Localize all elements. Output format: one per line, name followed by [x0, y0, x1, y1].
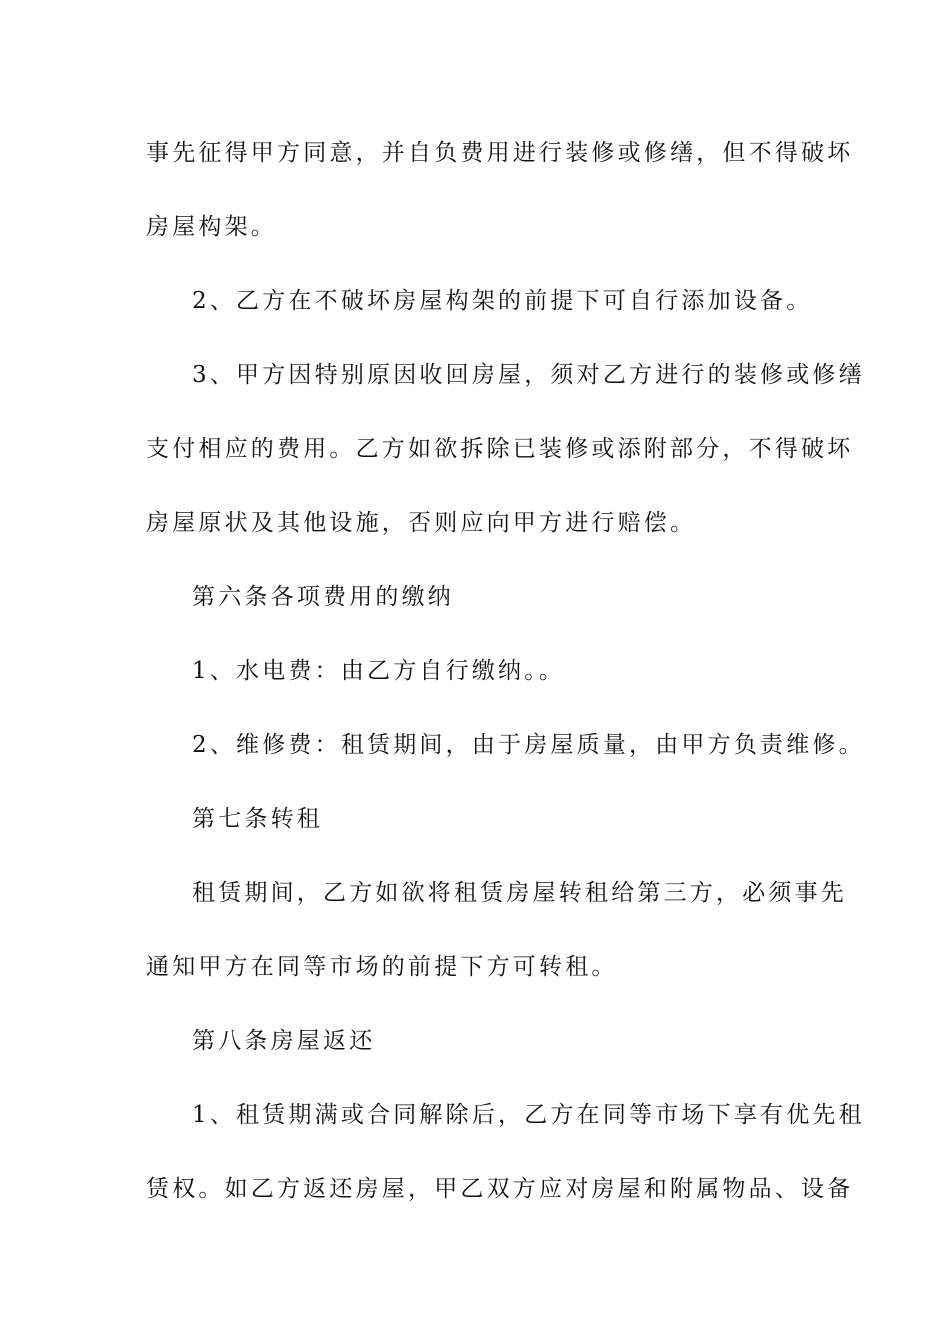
text-line: 事先征得甲方同意，并自负费用进行装修或修缮，但不得破坏 [146, 140, 854, 166]
text-line: 赁权。如乙方返还房屋，甲乙双方应对房屋和附属物品、设备 [146, 1176, 854, 1202]
section-heading: 第六条各项费用的缴纳 [192, 584, 454, 610]
text-line: 1、水电费：由乙方自行缴纳。。 [192, 658, 566, 684]
text-line: 房屋构架。 [146, 214, 277, 240]
text-line: 租赁期间，乙方如欲将租赁房屋转租给第三方，必须事先 [192, 880, 847, 906]
text-line: 2、乙方在不破坏房屋构架的前提下可自行添加设备。 [192, 288, 813, 314]
section-heading: 第七条转租 [192, 806, 323, 832]
text-line: 房屋原状及其他设施，否则应向甲方进行赔偿。 [146, 510, 697, 536]
text-line: 通知甲方在同等市场的前提下方可转租。 [146, 954, 618, 980]
text-line: 支付相应的费用。乙方如欲拆除已装修或添附部分，不得破坏 [146, 436, 854, 462]
text-line: 1、租赁期满或合同解除后，乙方在同等市场下享有优先租 [192, 1102, 865, 1128]
text-line: 3、甲方因特别原因收回房屋，须对乙方进行的装修或修缮 [192, 362, 865, 388]
section-heading: 第八条房屋返还 [192, 1028, 376, 1054]
text-line: 2、维修费：租赁期间，由于房屋质量，由甲方负责维修。 [192, 732, 865, 758]
